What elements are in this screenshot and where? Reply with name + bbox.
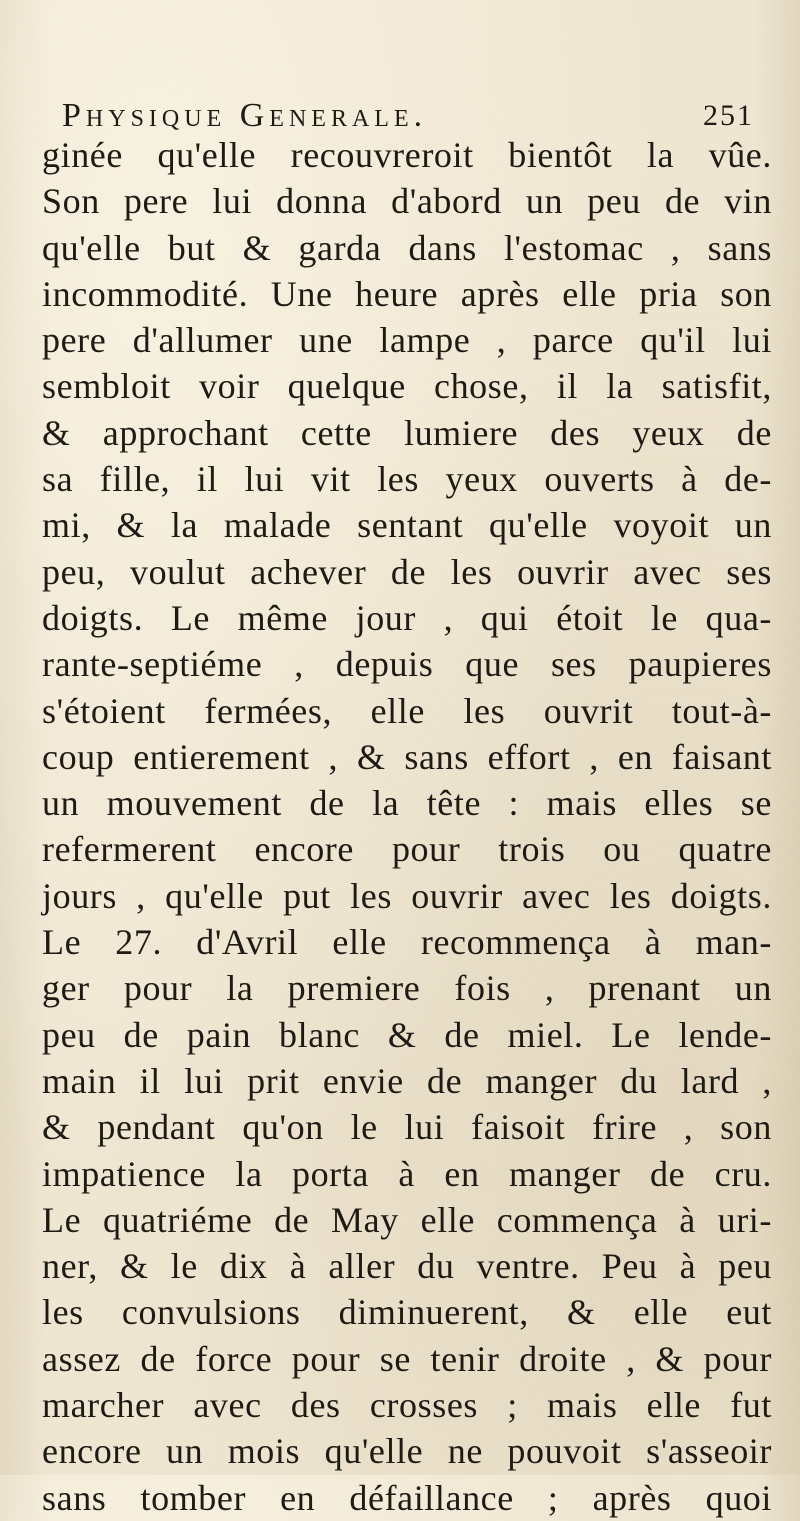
text-line: encore un mois qu'elle ne pouvoit s'asseoir <box>42 1431 772 1472</box>
text-line: peu, voulut achever de les ouvrir avec ses <box>42 551 772 592</box>
text-line: impatience la porta à en manger de cru. <box>42 1153 772 1194</box>
text-line: & approchant cette lumiere des yeux de <box>42 412 772 453</box>
text-line: qu'elle but & garda dans l'estomac , sans <box>42 227 772 268</box>
text-line: Le 27. d'Avril elle recommença à man- <box>42 922 772 963</box>
text-line: pere d'allumer une lampe , parce qu'il lui <box>42 320 772 361</box>
body-text <box>42 132 772 1521</box>
text-line: rante-septiéme , depuis que ses paupieres <box>42 644 772 685</box>
text-line: ner, & le dix à aller du ventre. Peu à peu <box>42 1246 772 1287</box>
text-line: incommodité. Une heure après elle pria son <box>42 273 772 314</box>
text-line: doigts. Le même jour , qui étoit le qua- <box>42 597 772 638</box>
text-line: & pendant qu'on le lui faisoit frire , son <box>42 1107 772 1148</box>
text-line: main il lui prit envie de manger du lard , <box>42 1060 772 1101</box>
page-number: 251 <box>703 99 754 132</box>
text-line: mi, & la malade sentant qu'elle voyoit un <box>42 505 772 546</box>
text-line: sa fille, il lui vit les yeux ouverts à de- <box>42 459 772 500</box>
text-line: assez de force pour se tenir droite , & pour <box>42 1338 772 1379</box>
text-line: sans tomber en défaillance ; après quoi <box>42 1477 772 1518</box>
text-line: les convulsions diminuerent, & elle eut <box>42 1292 772 1333</box>
text-line: ger pour la premiere fois , prenant un <box>42 968 772 1009</box>
text-line: ginée qu'elle recouvreroit bientôt la vûe. <box>42 135 772 175</box>
text-line: Son pere lui donna d'abord un peu de vin <box>42 181 772 222</box>
text-line: refermerent encore pour trois ou quatre <box>42 829 772 870</box>
running-title: Physique Generale. <box>62 97 428 134</box>
text-line: peu de pain blanc & de miel. Le lende- <box>42 1014 772 1055</box>
text-line: sembloit voir quelque chose, il la satisfit, <box>42 366 772 407</box>
text-line: marcher avec des crosses ; mais elle fut <box>42 1385 772 1426</box>
text-line: un mouvement de la tête : mais elles se <box>42 783 772 824</box>
text-line: s'étoient fermées, elle les ouvrit tout-à- <box>42 690 772 731</box>
text-line: jours , qu'elle put les ouvrir avec les doigts. <box>42 875 772 916</box>
text-line: coup entierement , & sans effort , en faisant <box>42 736 772 777</box>
text-line: Le quatriéme de May elle commença à uri- <box>42 1199 772 1240</box>
